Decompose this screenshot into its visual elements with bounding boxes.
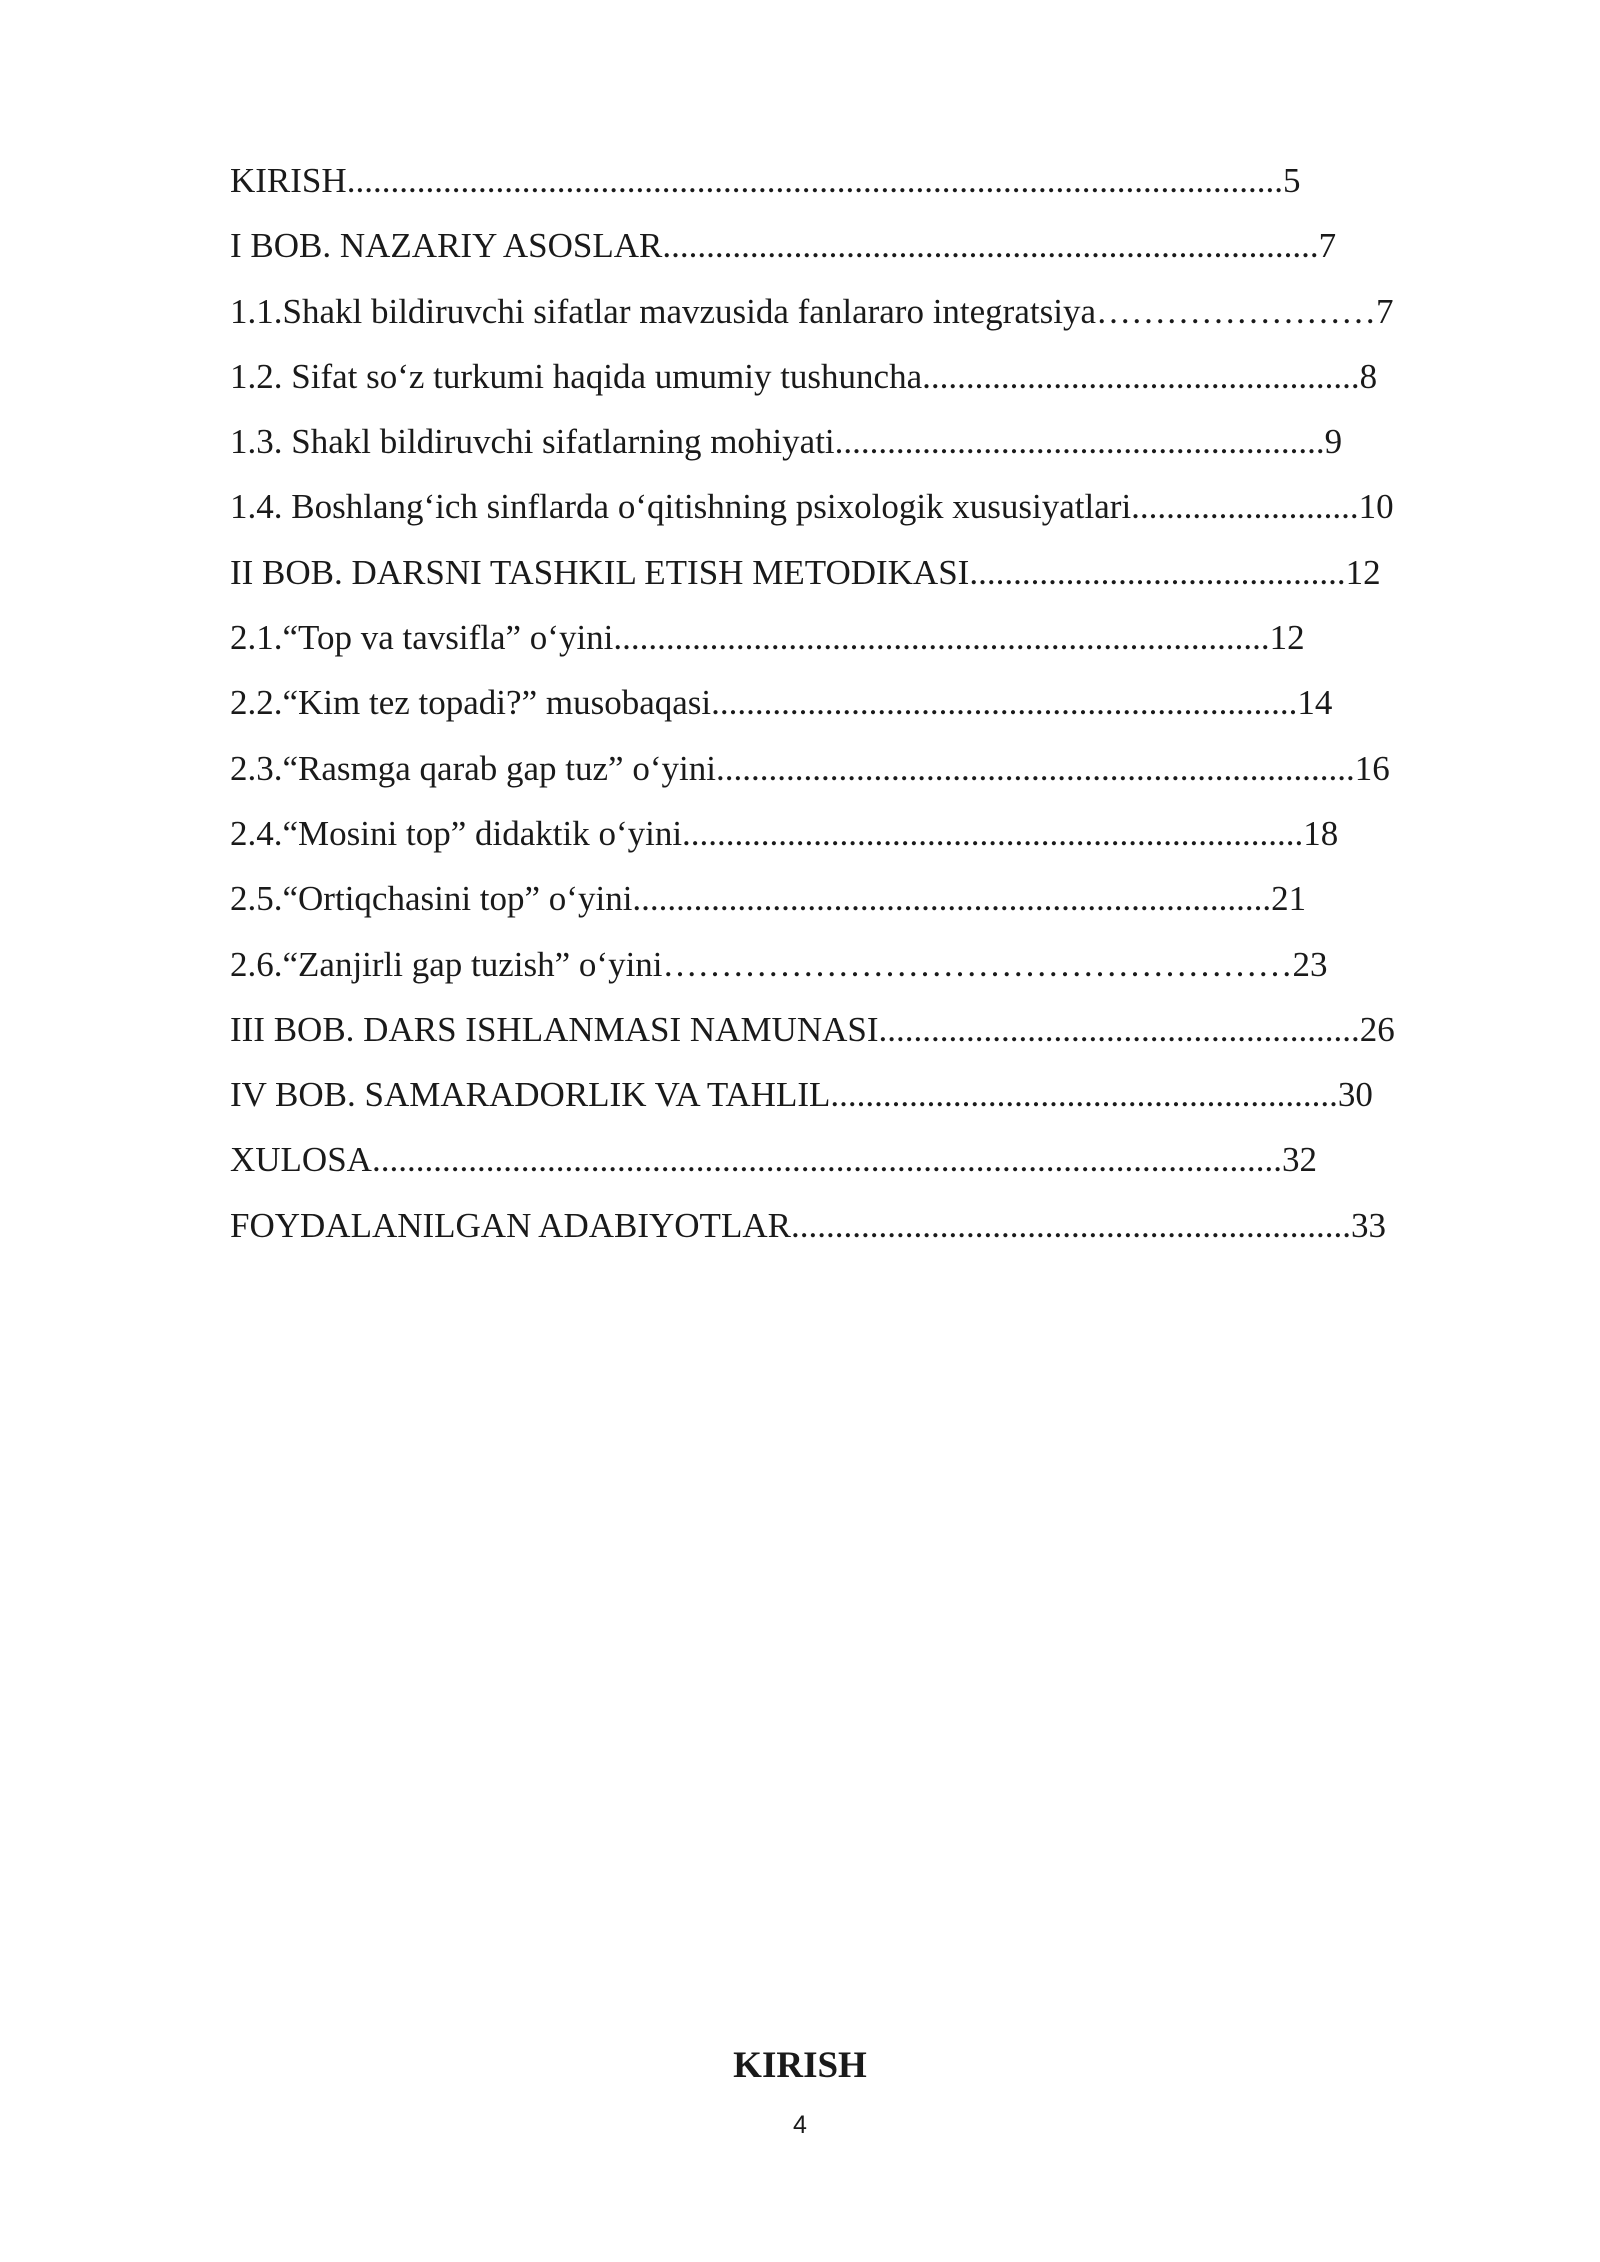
toc-entry[interactable]: [230, 736, 1490, 801]
toc-entry-title: 2.1.“Top va tavsifla” o‘yini: [230, 618, 614, 658]
toc-entry-page: 33: [1350, 1205, 1386, 1245]
toc-entry-title: KIRISH: [230, 161, 347, 200]
toc-entry-page: 7: [1318, 226, 1337, 266]
toc-entry-title: 2.2.“Kim tez topadi?” musobaqasi: [230, 683, 712, 723]
toc-entry-title: IV BOB. SAMARADORLIK VA TAHLIL: [230, 1075, 831, 1115]
toc-entry-leader: ...........................................................................................................: [346, 161, 1283, 200]
toc-entry-title: 2.5.“Ortiqchasini top” o‘yini: [230, 879, 633, 919]
toc-entry[interactable]: [230, 670, 1490, 735]
toc-entry[interactable]: [230, 1127, 1490, 1192]
toc-entry[interactable]: [230, 1062, 1490, 1127]
toc-entry-page: 32: [1281, 1140, 1317, 1180]
toc-entry-title: 2.3.“Rasmga qarab gap tuz” o‘yini: [230, 748, 716, 788]
toc-entry-title: 1.1.Shakl bildiruvchi sifatlar mavzusida fanlararo integratsiya: [230, 291, 1096, 331]
table-of-contents: [230, 148, 1490, 1258]
toc-entry-leader: .........................................................................: [632, 879, 1272, 919]
toc-entry-page: 9: [1324, 422, 1343, 462]
toc-entry[interactable]: [230, 997, 1490, 1062]
toc-entry-leader: ...........................................................................: [662, 226, 1319, 266]
section-heading: KIRISH: [733, 2045, 867, 2086]
toc-entry-leader: ...................................................................: [711, 683, 1298, 723]
toc-entry-page: 12: [1345, 552, 1381, 592]
toc-entry-page: 10: [1358, 487, 1394, 527]
toc-entry[interactable]: [230, 932, 1490, 997]
toc-entry-title: I BOB. NAZARIY ASOSLAR: [230, 226, 663, 266]
toc-entry-page: 21: [1271, 879, 1307, 919]
toc-entry-title: 1.3. Shakl bildiruvchi sifatlarning mohiyati: [230, 422, 835, 462]
toc-entry-leader: .........................................................................: [715, 748, 1355, 788]
toc-entry[interactable]: [230, 474, 1490, 539]
toc-entry-title: 2.6.“Zanjirli gap tuzish” o‘yini: [230, 944, 663, 984]
toc-entry-title: 1.4. Boshlang‘ich sinflarda o‘qitishning psixologik xususiyatlari: [230, 487, 1132, 527]
toc-entry[interactable]: [230, 540, 1490, 605]
toc-entry[interactable]: [230, 213, 1490, 278]
toc-entry-leader: ................................................................: [790, 1205, 1351, 1245]
toc-entry-leader: ………………………………………………: [662, 944, 1293, 984]
toc-entry-page: 26: [1359, 1009, 1395, 1049]
toc-entry-leader: .......................................................................: [682, 813, 1304, 853]
toc-entry[interactable]: [230, 1193, 1490, 1258]
toc-entry[interactable]: [230, 605, 1490, 670]
toc-entry-page: 23: [1292, 944, 1328, 984]
toc-entry[interactable]: [230, 148, 1490, 213]
toc-entry-leader: ...........................................................................: [613, 618, 1270, 658]
toc-entry[interactable]: [230, 279, 1490, 344]
toc-entry-leader: .......................................................: [878, 1009, 1360, 1049]
toc-entry-page: 30: [1337, 1075, 1373, 1115]
toc-entry[interactable]: [230, 801, 1490, 866]
toc-entry-title: 1.2. Sifat so‘z turkumi haqida umumiy tushuncha: [230, 356, 923, 396]
toc-entry-title: FOYDALANILGAN ADABIYOTLAR: [230, 1205, 791, 1245]
toc-entry-page: 12: [1269, 618, 1305, 658]
toc-entry-title: 2.4.“Mosini top” didaktik o‘yini: [230, 813, 683, 853]
toc-entry[interactable]: [230, 866, 1490, 931]
toc-entry-title: III BOB. DARS ISHLANMASI NAMUNASI: [230, 1009, 879, 1049]
toc-entry-page: 14: [1297, 683, 1333, 723]
toc-entry-page: 8: [1359, 356, 1378, 396]
toc-entry-leader: ........................................................: [834, 422, 1325, 462]
toc-entry-leader: ..................................................: [922, 356, 1360, 396]
toc-entry-leader: ..........................................................: [830, 1075, 1338, 1115]
toc-entry-title: II BOB. DARSNI TASHKIL ETISH METODIKASI: [230, 552, 970, 592]
toc-entry[interactable]: [230, 344, 1490, 409]
toc-entry-page: 7: [1375, 291, 1394, 331]
page-number: 4: [793, 2111, 807, 2139]
toc-entry-leader: ..........................: [1131, 487, 1359, 527]
toc-entry[interactable]: [230, 409, 1490, 474]
toc-entry-leader: ........................................................................................................: [371, 1140, 1282, 1180]
toc-entry-page: 5: [1282, 161, 1301, 200]
toc-entry-leader: ...........................................: [969, 552, 1346, 592]
toc-entry-page: 18: [1303, 813, 1339, 853]
toc-entry-page: 16: [1354, 748, 1390, 788]
toc-entry-title: XULOSA: [230, 1140, 372, 1180]
toc-entry-leader: ……………………: [1095, 291, 1376, 331]
